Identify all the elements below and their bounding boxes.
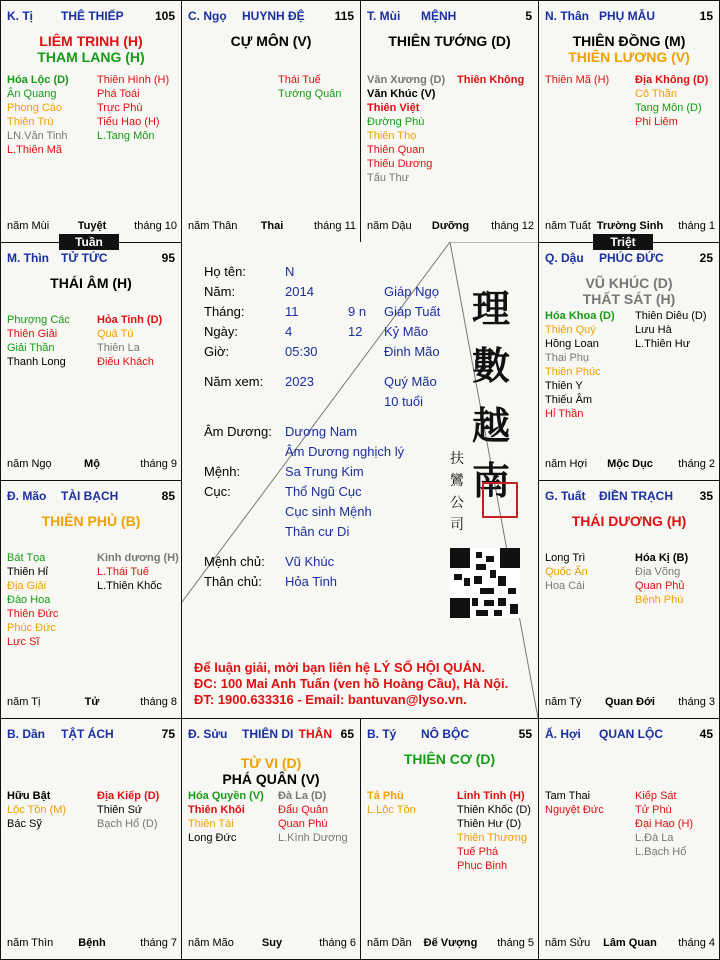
- calligraphy-char: 理: [472, 286, 511, 331]
- stars-left: [545, 789, 604, 817]
- palace-name: THÊ THIẾP: [61, 9, 124, 23]
- minor-star: Thiên Sứ: [97, 804, 143, 816]
- life-stage: Trường Sinh: [596, 220, 664, 232]
- minor-star: Phá Toái: [97, 88, 140, 100]
- life-stage: Đế Vượng: [423, 937, 478, 949]
- palace-year: năm Tý: [545, 696, 582, 708]
- minor-star: Thiên Tài: [188, 818, 234, 830]
- palace-header: [545, 9, 713, 25]
- palace-month: tháng 11: [313, 220, 356, 232]
- stars-left: [545, 309, 615, 421]
- palace-branch: M. Thìn: [7, 251, 49, 265]
- info-gio-l: Giờ:: [204, 344, 230, 359]
- main-star: PHÁ QUÂN (V): [222, 771, 320, 787]
- stars-left: [367, 73, 445, 185]
- palace-number: 95: [161, 251, 175, 265]
- palace-month: tháng 9: [140, 458, 177, 470]
- minor-star: Nguyệt Đức: [545, 804, 604, 816]
- palace-year: năm Ngọ: [7, 458, 52, 470]
- info-nam-xem-can: Quý Mão: [384, 374, 437, 389]
- minor-star: L.Thiên Hư: [635, 338, 691, 350]
- info-nam-can: Giáp Ngọ: [384, 284, 439, 299]
- palace-name: QUAN LỘC: [599, 727, 663, 741]
- info-am-duong-l: Âm Dương:: [204, 424, 272, 439]
- palace-year: năm Mùi: [7, 220, 50, 232]
- palace-number: 5: [525, 9, 532, 23]
- minor-star: L.Lộc Tồn: [367, 804, 416, 816]
- palace-branch: Đ. Mão: [7, 489, 47, 503]
- palace-number: 55: [518, 727, 532, 741]
- palace-number: 45: [699, 727, 713, 741]
- stars-right: [635, 73, 708, 129]
- palace-footer: [545, 220, 715, 234]
- life-stage: Bệnh: [78, 937, 106, 949]
- minor-star: Tang Môn (D): [635, 102, 702, 114]
- stars-right: [457, 789, 531, 873]
- minor-star: Long Trì: [545, 552, 586, 564]
- minor-star: L.Kình Dương: [278, 832, 348, 844]
- palace-name: PHỤ MẪU: [599, 9, 655, 23]
- minor-star: Thiên Giải: [7, 328, 58, 340]
- palace-name: PHÚC ĐỨC: [599, 251, 664, 265]
- minor-star: Thiên Thọ: [367, 130, 417, 142]
- palace-year: năm Sửu: [545, 937, 591, 949]
- palace-branch: B. Dần: [7, 727, 46, 741]
- info-menh-chu-l: Mệnh chủ:: [204, 554, 265, 569]
- minor-star: Thiên La: [97, 342, 140, 354]
- contact-line1: Để luận giải, mời bạn liên hệ LÝ SỐ HỘI QUÁN.: [194, 660, 485, 675]
- stars-left: [545, 551, 588, 593]
- palace-branch: K. Tị: [7, 9, 33, 23]
- palace-month: tháng 8: [140, 696, 177, 708]
- qr-code: [450, 548, 520, 618]
- minor-star: Kiếp Sát: [635, 790, 677, 802]
- stars-left: [7, 313, 70, 369]
- palace-number: 35: [699, 489, 713, 503]
- minor-star: Phi Liêm: [635, 116, 678, 128]
- life-stage: Quan Đới: [605, 696, 655, 708]
- minor-star: Long Đức: [188, 832, 237, 844]
- palace-hoi[interactable]: [538, 718, 720, 960]
- minor-star: Ân Quang: [7, 88, 57, 100]
- minor-star: Thiên Diêu (D): [635, 310, 707, 322]
- palace-year: năm Thân: [188, 220, 238, 232]
- life-stage: Dưỡng: [431, 220, 470, 232]
- main-star: THIÊN LƯƠNG (V): [568, 49, 690, 65]
- info-menh: Sa Trung Kim: [285, 464, 364, 479]
- palace-header: [545, 251, 713, 267]
- contact-line2: ĐC: 100 Mai Anh Tuấn (ven hồ Hoàng Cầu), Hà Nội.: [194, 676, 509, 691]
- palace-header: [7, 727, 175, 743]
- info-nam-l: Năm:: [204, 284, 236, 299]
- info-ngay: 4: [285, 324, 293, 339]
- info-than-chu-l: Thân chủ:: [204, 574, 262, 589]
- minor-star: Thiên Hư (D): [457, 818, 522, 830]
- main-stars: [539, 513, 719, 529]
- main-star: THIÊN ĐỒNG (M): [572, 33, 686, 49]
- minor-star: Linh Tinh (H): [457, 790, 525, 802]
- info-cuc: Thổ Ngũ Cục: [285, 484, 362, 499]
- minor-star: Hỏa Tinh (D): [97, 314, 163, 326]
- palace-branch: C. Ngọ: [188, 9, 227, 23]
- palace-year: năm Tị: [7, 696, 41, 708]
- calligraphy-char: 越: [472, 403, 511, 448]
- seal-char: 鸞: [450, 473, 464, 489]
- palace-footer: [7, 458, 177, 472]
- minor-star: Tử Phù: [635, 804, 672, 816]
- minor-star: Hóa Quyền (V): [188, 790, 264, 802]
- info-am-duong: Dương Nam: [285, 424, 358, 439]
- minor-star: LN.Văn Tinh: [7, 130, 68, 142]
- info-gio: 05:30: [285, 344, 318, 359]
- calligraphy-char: 數: [472, 343, 511, 388]
- minor-star: Hồng Loan: [545, 338, 599, 350]
- tag-triet: Triệt: [593, 234, 653, 250]
- palace-year: năm Thìn: [7, 937, 54, 949]
- palace-header: [545, 727, 713, 743]
- info-nam-xem-l: Năm xem:: [204, 374, 264, 389]
- seal-char: 公: [450, 495, 464, 511]
- minor-star: Thiên Y: [545, 380, 583, 392]
- palace-name: ĐIỀN TRẠCH: [599, 489, 673, 503]
- palace-tuat[interactable]: [538, 480, 720, 719]
- palace-branch: B. Tý: [367, 727, 397, 741]
- minor-star: Đường Phù: [367, 116, 425, 128]
- minor-star: Thai Phụ: [545, 352, 590, 364]
- stars-right: [97, 789, 159, 831]
- info-thang-l: Tháng:: [204, 304, 245, 319]
- minor-star: Thiên Khôi: [188, 804, 245, 816]
- palace-month: tháng 6: [319, 937, 356, 949]
- minor-star: L.Thiên Khốc: [97, 580, 162, 592]
- minor-star: Tiểu Hao (H): [97, 116, 160, 128]
- minor-star: Quốc Ấn: [545, 566, 588, 578]
- palace-year: năm Hợi: [545, 458, 588, 470]
- minor-star: Địa Võng: [635, 566, 681, 578]
- life-stage: Thai: [260, 220, 284, 232]
- minor-star: L.Bạch Hổ: [635, 846, 687, 858]
- palace-footer: [7, 696, 177, 710]
- minor-star: Thiên Hỉ: [7, 566, 48, 578]
- minor-star: Bác Sỹ: [7, 818, 42, 830]
- palace-mao[interactable]: [0, 480, 182, 719]
- info-cuc2: Cục sinh Mệnh: [285, 504, 372, 519]
- life-stage: Lâm Quan: [603, 937, 657, 949]
- minor-star: Thiếu Dương: [367, 158, 433, 170]
- minor-star: Quan Phù: [278, 818, 328, 830]
- main-stars: [1, 33, 181, 65]
- stars-right: [635, 551, 688, 607]
- minor-star: Hữu Bật: [7, 790, 51, 802]
- palace-name: HUYNH ĐỆ: [242, 9, 305, 23]
- stars-right: [457, 73, 524, 87]
- minor-star: Văn Khúc (V): [367, 88, 436, 100]
- palace-suu[interactable]: [181, 718, 361, 960]
- stars-right: [97, 73, 169, 143]
- info-ho-ten: N: [285, 264, 295, 279]
- palace-branch: Q. Dậu: [545, 251, 584, 265]
- stars-right: [97, 313, 162, 369]
- main-star: THIÊN PHỦ (B): [41, 513, 141, 529]
- palace-header: [7, 251, 175, 267]
- minor-star: Quả Tú: [97, 328, 134, 340]
- palace-month: tháng 7: [140, 937, 177, 949]
- info-am-duong2: Âm Dương nghịch lý: [285, 444, 405, 459]
- minor-star: Kình dương (H): [97, 552, 179, 564]
- palace-month: tháng 3: [678, 696, 715, 708]
- minor-star: Hỉ Thần: [545, 408, 584, 420]
- palace-name: NÔ BỘC: [421, 727, 469, 741]
- info-thang-can: Giáp Tuất: [384, 304, 441, 319]
- minor-star: Tấu Thư: [367, 172, 410, 184]
- palace-header: [188, 727, 354, 743]
- minor-star: Đà La (D): [278, 790, 327, 802]
- minor-star: Đào Hoa: [7, 594, 51, 606]
- minor-star: Tướng Quân: [278, 88, 342, 100]
- info-ho-ten-l: Họ tên:: [204, 264, 246, 279]
- life-stage: Mộ: [84, 458, 100, 470]
- minor-star: Phong Cáo: [7, 102, 63, 114]
- minor-star: Thanh Long: [7, 356, 66, 368]
- main-star: LIÊM TRINH (H): [39, 33, 143, 49]
- palace-than[interactable]: [538, 0, 720, 243]
- palace-name: TỬ TỨC: [61, 251, 108, 265]
- info-ngay-l: Ngày:: [204, 324, 238, 339]
- palace-year: năm Dần: [367, 937, 412, 949]
- palace-number: 85: [161, 489, 175, 503]
- info-gio-can: Đinh Mão: [384, 344, 440, 359]
- palace-footer: [545, 696, 715, 710]
- info-than-chu: Hỏa Tinh: [285, 574, 338, 589]
- info-ngay-n: 12: [348, 324, 363, 339]
- palace-name: TÀI BẠCH: [61, 489, 119, 503]
- minor-star: Giải Thần: [7, 342, 55, 354]
- palace-ty[interactable]: [0, 0, 182, 243]
- palace-year: năm Tuất: [545, 220, 591, 232]
- main-stars: [1, 275, 181, 291]
- minor-star: Thiên Quý: [545, 324, 596, 336]
- palace-header: [7, 489, 175, 505]
- minor-star: L.Thiên Mã: [7, 144, 63, 156]
- minor-star: Bát Tọa: [7, 552, 46, 564]
- palace-number: 115: [334, 9, 354, 23]
- palace-number: 105: [154, 9, 175, 23]
- palace-footer: [367, 937, 534, 951]
- minor-star: Thiên Phúc: [545, 366, 601, 378]
- than-marker: THÂN: [298, 727, 332, 741]
- minor-star: Hóa Khoa (D): [545, 310, 615, 322]
- stars-right: [635, 309, 707, 351]
- stars-right: [97, 551, 179, 593]
- minor-star: Địa Giải: [7, 580, 47, 592]
- main-star: THIÊN TƯỚNG (D): [388, 33, 511, 49]
- minor-star: Bệnh Phù: [635, 594, 684, 606]
- stars-left: [188, 789, 264, 845]
- main-star: THÁI DƯƠNG (H): [571, 513, 687, 529]
- palace-ty2[interactable]: [360, 718, 539, 960]
- info-tuoi: 10 tuổi: [384, 394, 424, 409]
- palace-number: 15: [699, 9, 713, 23]
- palace-name: THIÊN DI: [242, 727, 294, 741]
- info-cuc3: Thân cư Di: [285, 524, 350, 539]
- minor-star: L.Thái Tuế: [97, 566, 149, 578]
- palace-header: [188, 9, 354, 25]
- stars-left: [7, 551, 58, 649]
- palace-month: tháng 5: [497, 937, 534, 949]
- seal-char: 司: [450, 517, 464, 533]
- palace-footer: [545, 458, 715, 472]
- minor-star: Hoa Cái: [545, 580, 585, 592]
- info-nam: 2014: [285, 284, 314, 299]
- palace-header: [367, 9, 532, 25]
- palace-header: [7, 9, 175, 25]
- stars-right: [635, 789, 693, 859]
- minor-star: Đại Hao (H): [635, 818, 694, 830]
- minor-star: Thiên Đức: [7, 608, 59, 620]
- palace-header: [545, 489, 713, 505]
- palace-dan[interactable]: [0, 718, 182, 960]
- palace-name: TẬT ÁCH: [61, 727, 114, 741]
- contact-line3: ĐT: 1900.633316 - Email: bantuvan@lyso.vn.: [194, 692, 467, 707]
- life-stage: Suy: [261, 937, 283, 949]
- palace-year: năm Dậu: [367, 220, 412, 232]
- main-star: VŨ KHÚC (D): [585, 275, 673, 291]
- main-star: TỬ VI (D): [240, 755, 302, 771]
- minor-star: Thiên Hình (H): [97, 74, 170, 86]
- minor-star: Thiên Khốc (D): [457, 804, 531, 816]
- palace-number: 25: [699, 251, 713, 265]
- life-stage: Tuyệt: [77, 220, 107, 232]
- palace-month: tháng 2: [678, 458, 715, 470]
- minor-star: Đẩu Quân: [278, 804, 329, 816]
- minor-star: Phục Binh: [457, 860, 508, 872]
- palace-header: [367, 727, 532, 743]
- minor-star: Bạch Hổ (D): [97, 818, 158, 830]
- minor-star: Địa Kiếp (D): [97, 790, 160, 802]
- main-stars: [182, 755, 360, 787]
- life-stage: Tử: [84, 696, 100, 708]
- stars-right: [278, 789, 348, 845]
- minor-star: Thiên Thương: [457, 832, 528, 844]
- palace-month: tháng 1: [678, 220, 715, 232]
- palace-year: năm Mão: [188, 937, 234, 949]
- palace-branch: G. Tuất: [545, 489, 586, 503]
- palace-branch: Đ. Sửu: [188, 727, 228, 741]
- minor-star: L.Đà La: [635, 832, 674, 844]
- minor-star: Thiên Mã (H): [545, 74, 610, 86]
- palace-name: MỆNH: [421, 9, 457, 23]
- palace-thin[interactable]: [0, 242, 182, 481]
- minor-star: Lưu Hà: [635, 324, 672, 336]
- minor-star: Điếu Khách: [97, 356, 154, 368]
- info-cuc-l: Cục:: [204, 484, 231, 499]
- main-stars: [1, 513, 181, 529]
- palace-month: tháng 10: [134, 220, 177, 232]
- main-stars: [182, 33, 360, 49]
- minor-star: Thiên Trù: [7, 116, 54, 128]
- tag-tuan: Tuần: [59, 234, 119, 250]
- palace-number: 65: [340, 727, 354, 741]
- palace-footer: [367, 220, 534, 234]
- palace-branch: N. Thân: [545, 9, 589, 23]
- main-star: CỰ MÔN (V): [230, 33, 312, 49]
- info-thang-n: 9 n: [348, 304, 367, 319]
- palace-mui[interactable]: [360, 0, 539, 243]
- minor-star: Thiên Việt: [367, 102, 420, 114]
- info-nam-xem: 2023: [285, 374, 314, 389]
- palace-month: tháng 12: [491, 220, 534, 232]
- main-stars: [539, 275, 719, 307]
- palace-footer: [545, 937, 715, 951]
- minor-star: Lộc Tồn (M): [7, 804, 67, 816]
- minor-star: Cô Thần: [635, 88, 677, 100]
- minor-star: Lực Sĩ: [7, 636, 40, 648]
- seal-char: 扶: [450, 451, 464, 467]
- palace-footer: [7, 937, 177, 951]
- minor-star: Văn Xương (D): [367, 74, 446, 86]
- palace-number: 75: [161, 727, 175, 741]
- minor-star: Thiên Không: [457, 74, 525, 86]
- palace-ngo[interactable]: [181, 0, 361, 243]
- main-star: THIÊN CƠ (D): [403, 751, 496, 767]
- minor-star: Phượng Các: [7, 314, 70, 326]
- minor-star: Tuế Phá: [457, 846, 499, 858]
- minor-star: Thiếu Âm: [545, 394, 593, 406]
- palace-footer: [188, 937, 356, 951]
- minor-star: Tả Phù: [367, 790, 404, 802]
- stars-left: [7, 789, 66, 831]
- stars-left: [367, 789, 416, 817]
- minor-star: Hóa Kị (B): [635, 552, 689, 564]
- stars-left: [545, 73, 609, 87]
- minor-star: Hóa Lộc (D): [7, 74, 69, 86]
- info-menh-l: Mệnh:: [204, 464, 241, 479]
- calligraphy-char: 南: [472, 458, 511, 503]
- stars-right: [278, 73, 342, 101]
- main-stars: [361, 751, 538, 767]
- life-stage: Mộc Dục: [607, 458, 653, 470]
- red-seal: [482, 482, 518, 518]
- stars-left: [7, 73, 69, 157]
- minor-star: Tam Thai: [545, 790, 591, 802]
- minor-star: Phúc Đức: [7, 622, 56, 634]
- main-stars: [361, 33, 538, 49]
- palace-month: tháng 4: [678, 937, 715, 949]
- palace-footer: [7, 220, 177, 234]
- palace-footer: [188, 220, 356, 234]
- minor-star: Địa Không (D): [635, 74, 709, 86]
- palace-branch: Ấ. Hợi: [545, 727, 581, 741]
- main-stars: [539, 33, 719, 65]
- main-star: THAM LANG (H): [37, 49, 145, 65]
- minor-star: L.Tang Môn: [97, 130, 155, 142]
- info-thang: 11: [285, 304, 299, 319]
- minor-star: Thái Tuế: [278, 74, 321, 86]
- main-star: THÁI ÂM (H): [50, 275, 132, 291]
- minor-star: Thiên Quan: [367, 144, 425, 156]
- info-menh-chu: Vũ Khúc: [285, 554, 335, 569]
- palace-branch: T. Mùi: [367, 9, 401, 23]
- main-star: THẤT SÁT (H): [582, 291, 676, 307]
- info-ngay-can: Kỷ Mão: [384, 324, 429, 339]
- minor-star: Trực Phù: [97, 102, 143, 114]
- palace-dau[interactable]: [538, 242, 720, 481]
- minor-star: Quan Phủ: [635, 580, 685, 592]
